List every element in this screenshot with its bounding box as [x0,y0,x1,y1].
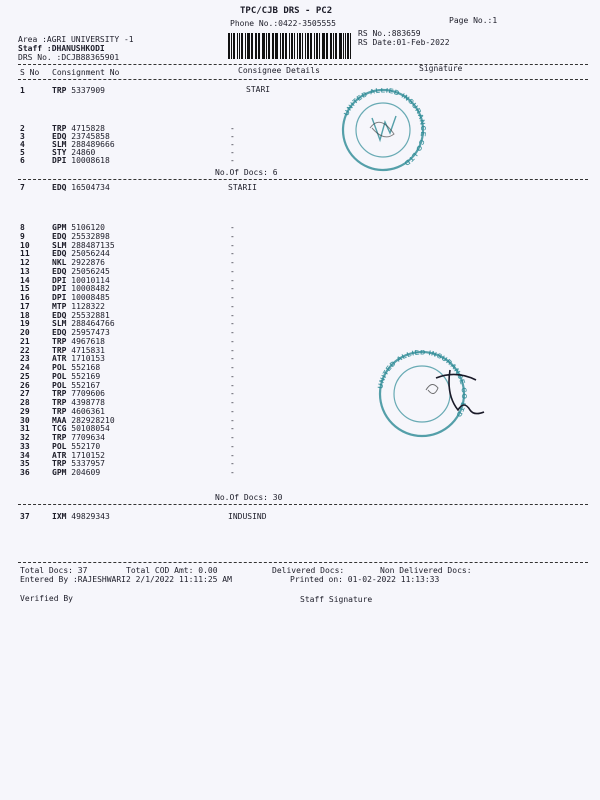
row-consignment: POL 552169 [52,371,101,381]
row-sno: 6 [20,156,25,165]
row-sno: 12 [20,258,30,267]
phone-number: Phone No.:0422-3505555 [230,19,336,28]
consignee-placeholder: - [230,345,235,355]
row-sno: 27 [20,389,30,399]
consignee-placeholder: - [230,124,235,133]
total-docs: Total Docs: 37 [20,566,88,575]
consignee-placeholder: - [230,389,235,399]
row-sno: 13 [20,266,30,276]
row-consignment: TRP 4606361 [52,406,105,416]
consignee-placeholder: - [230,275,235,285]
staff-signature-label: Staff Signature [300,595,373,604]
consignee-placeholder: - [230,319,235,329]
col-consignment: Consignment No [52,68,120,77]
row-consignment: TRP 4398778 [52,398,105,407]
row-sno: 26 [20,380,30,390]
row-consignment: MTP 1128322 [52,301,105,311]
consignee-placeholder: - [230,132,235,141]
consignee-name: STARI [246,85,271,94]
consignee-placeholder: - [230,459,235,469]
col-sno: S No [20,68,40,77]
row-consignment: ATR 1710153 [52,354,105,364]
row-sno: 37 [20,512,30,521]
row-consignment: TRP 7709606 [52,389,105,399]
consignee-placeholder: - [230,266,235,276]
barcode [228,33,352,59]
row-consignment: EDQ 25532898 [52,231,110,241]
row-sno: 14 [20,275,30,285]
page-number: Page No.:1 [449,16,498,25]
consignee-placeholder: - [230,140,235,149]
divider [18,179,588,180]
row-consignment: EDQ 25957473 [52,328,110,337]
consignee-placeholder: - [230,371,235,381]
row-consignment: DPI 10008482 [52,284,110,294]
row-sno: 35 [20,459,30,469]
row-sno: 36 [20,468,30,477]
row-sno: 21 [20,336,30,346]
row-sno: 34 [20,450,30,460]
document-title: TPC/CJB DRS - PC2 [240,6,333,16]
delivered-docs: Delivered Docs: [272,566,345,575]
divider [18,64,588,65]
row-sno: 29 [20,406,30,416]
entered-by: Entered By :RAJESHWARI2 2/1/2022 11:11:25 AM [20,575,232,584]
row-sno: 22 [20,345,30,355]
drs-number: DRS No. :DCJB88365901 [18,53,120,62]
row-consignment: TRP 4715831 [52,345,105,355]
verified-by: Verified By [20,594,73,603]
consignee-placeholder: - [230,380,235,390]
rs-number: RS No.:883659 [358,29,421,38]
consignee-placeholder: - [230,398,235,407]
non-delivered-docs: Non Delivered Docs: [380,566,472,575]
row-consignment: EDQ 25056245 [52,266,110,276]
consignee-placeholder: - [230,336,235,346]
consignee-placeholder: - [230,406,235,416]
consignee-placeholder: - [230,424,235,434]
row-consignment: NKL 2922876 [52,258,105,267]
row-sno: 4 [20,140,25,149]
row-consignment: SLM 288489666 [52,140,115,149]
row-consignment: DPI 10010114 [52,275,110,285]
consignee-placeholder: - [230,441,235,451]
row-consignment: GPM 204609 [52,468,101,477]
row-sno: 2 [20,124,25,133]
row-consignment: DPI 10008618 [52,156,110,165]
consignee-placeholder: - [230,223,235,232]
area-label: Area :AGRI UNIVERSITY -1 [18,35,134,44]
row-consignment: TRP 4715828 [52,124,105,133]
consignee-placeholder: - [230,363,235,372]
svg-text:UNITED ALLIED INSURANCE CO LTD: UNITED ALLIED INSURANCE CO LTD [377,350,468,419]
row-sno: 20 [20,328,30,337]
row-sno: 3 [20,132,25,141]
divider [18,79,588,80]
consignee-placeholder: - [230,240,235,250]
row-consignment: IXM 49829343 [52,512,110,521]
staff-label: Staff :DHANUSHKODI [18,44,105,53]
divider [18,562,588,563]
consignee-placeholder: - [230,301,235,311]
rs-date: RS Date:01-Feb-2022 [358,38,450,47]
consignee-name: INDUSIND [228,512,267,521]
row-consignment: GPM 5106120 [52,223,105,232]
row-sno: 17 [20,301,30,311]
row-sno: 24 [20,363,30,372]
row-sno: 10 [20,240,30,250]
row-consignment: ATR 1710152 [52,450,105,460]
row-sno: 28 [20,398,30,407]
row-sno: 23 [20,354,30,364]
consignee-name: STARII [228,183,257,192]
row-sno: 32 [20,433,30,442]
consignee-placeholder: - [230,249,235,259]
row-sno: 1 [20,86,25,95]
row-sno: 31 [20,424,30,434]
row-sno: 33 [20,441,30,451]
consignee-placeholder: - [230,284,235,294]
row-sno: 16 [20,293,30,302]
printed-on: Printed on: 01-02-2022 11:13:33 [290,575,440,584]
row-consignment: TRP 4967618 [52,336,105,346]
col-consignee: Consignee Details [238,66,320,75]
row-consignment: POL 552168 [52,363,101,372]
col-signature: Signature [419,64,463,73]
row-consignment: POL 552170 [52,441,101,451]
docs-count: No.Of Docs: 30 [215,493,283,502]
company-seal-with-signature [366,350,516,445]
row-consignment: EDQ 23745858 [52,132,110,141]
consignee-placeholder: - [230,415,235,425]
row-consignment: TRP 5337909 [52,86,105,95]
consignee-placeholder: - [230,293,235,302]
row-consignment: POL 552167 [52,380,101,390]
svg-text:UNITED ALLIED INSURANCE CO LTD: UNITED ALLIED INSURANCE CO LTD [343,88,427,167]
consignee-placeholder: - [230,468,235,477]
consignee-placeholder: - [230,148,235,157]
consignee-placeholder: - [230,354,235,364]
row-consignment: EDQ 16504734 [52,183,110,192]
company-seal [330,88,440,178]
row-sno: 7 [20,183,25,192]
consignee-placeholder: - [230,328,235,337]
row-consignment: TRP 5337957 [52,459,105,469]
consignee-placeholder: - [230,310,235,320]
row-sno: 11 [20,249,30,259]
row-sno: 9 [20,231,25,241]
consignee-placeholder: - [230,450,235,460]
row-sno: 5 [20,148,25,157]
row-sno: 18 [20,310,30,320]
consignee-placeholder: - [230,433,235,442]
row-consignment: EDQ 25056244 [52,249,110,259]
row-sno: 19 [20,319,30,329]
divider [18,504,588,505]
row-consignment: MAA 282928210 [52,415,115,425]
row-sno: 8 [20,223,25,232]
row-sno: 15 [20,284,30,294]
row-consignment: DPI 10008485 [52,293,110,302]
row-consignment: TCG 50108054 [52,424,110,434]
consignee-placeholder: - [230,258,235,267]
row-consignment: SLM 288487135 [52,240,115,250]
row-sno: 25 [20,371,30,381]
row-consignment: TRP 7709634 [52,433,105,442]
row-consignment: SLM 288464766 [52,319,115,329]
consignee-placeholder: - [230,231,235,241]
consignee-placeholder: - [230,156,235,165]
row-consignment: EDQ 25532881 [52,310,110,320]
total-cod: Total COD Amt: 0.00 [126,566,218,575]
row-consignment: STY 24860 [52,148,96,157]
row-sno: 30 [20,415,30,425]
docs-count: No.Of Docs: 6 [215,168,278,177]
